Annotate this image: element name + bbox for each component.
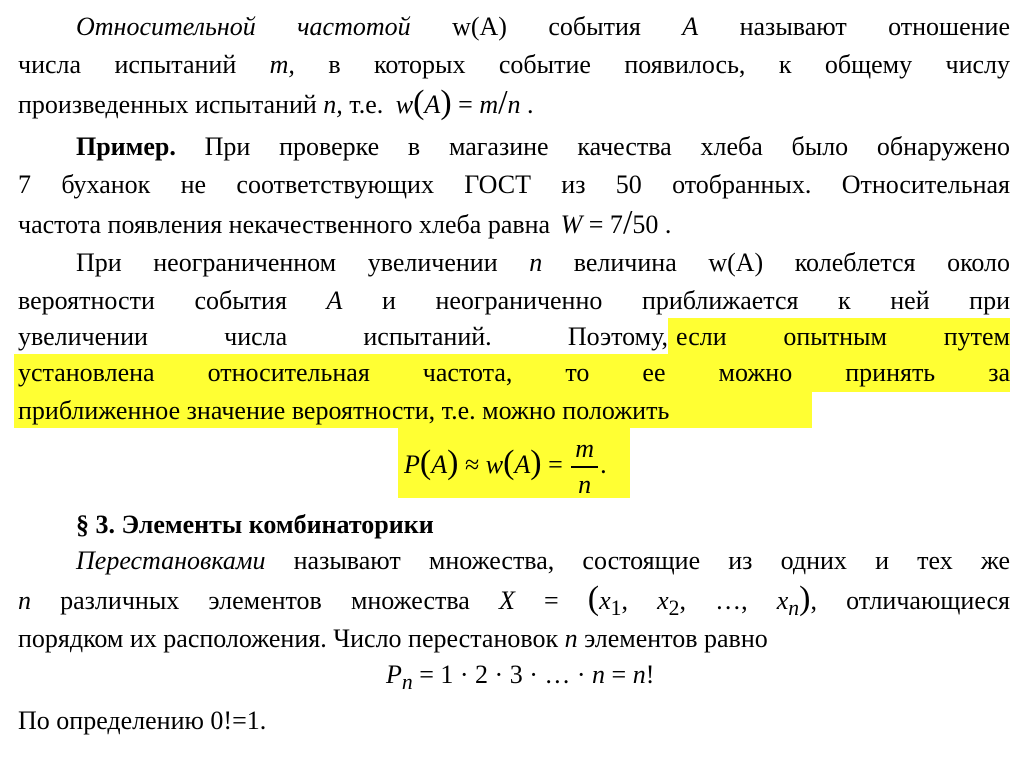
text: увеличении числа испытаний. Поэтому,	[18, 322, 668, 351]
dot: .	[520, 90, 534, 119]
f-n: n	[632, 660, 646, 689]
f-n: n	[592, 660, 606, 689]
product: = 1 · 2 · 3 · … ·	[412, 660, 593, 689]
f-a: A	[424, 90, 441, 119]
factorial: !	[645, 660, 655, 689]
p3-line3a	[18, 320, 668, 354]
text: различных элементов множества	[60, 586, 470, 615]
formula-w	[560, 204, 672, 241]
highlighted-text: если опытным путем	[676, 322, 1010, 351]
paren: (	[413, 84, 425, 121]
sec-line2	[18, 582, 1010, 625]
equals: =	[451, 90, 480, 119]
p1-line1	[76, 10, 1010, 44]
text: частота появления некачественного хлеба равна	[18, 210, 551, 239]
slash: /	[622, 204, 633, 241]
paren: )	[799, 580, 811, 617]
f-m: m	[479, 90, 499, 119]
f-a: A	[514, 449, 531, 479]
f-big-w: W	[560, 210, 583, 239]
numerator: m	[571, 432, 598, 468]
approx: ≈	[458, 449, 486, 479]
text: т.е.	[349, 90, 384, 119]
f-w: w	[395, 90, 414, 119]
text: При проверке в магазине качества хлеба было обнаружено	[204, 132, 1010, 161]
formula-set	[498, 580, 817, 621]
p3-line3b	[676, 320, 1010, 354]
text: события	[548, 12, 641, 41]
p3-line5: приближенное значение вероятности, т.е. можно положить	[18, 396, 670, 425]
paren: (	[419, 443, 432, 481]
section-heading: § 3. Элементы комбинаторики	[76, 510, 434, 539]
sub: 1	[610, 596, 622, 621]
p2-line2: 7 буханок не соответствующих ГОСТ из 50 отобранных. Относительная	[18, 170, 1010, 199]
sub: n	[401, 670, 413, 695]
var-n: n,	[323, 90, 343, 119]
var-n: n	[529, 248, 543, 277]
f-n: n	[507, 90, 521, 119]
text: При неограниченном увеличении	[76, 248, 498, 277]
p2-line1	[76, 130, 1010, 164]
paren: )	[530, 443, 542, 481]
text: и неограниченно приближается к ней при	[381, 286, 1011, 315]
text: в которых событие появилось, к общему числу	[328, 50, 1011, 79]
slash: /	[498, 84, 508, 121]
text: произведенных испытаний	[18, 90, 317, 119]
sec-last-line: По определению 0!=1.	[18, 706, 267, 735]
dot: .	[600, 449, 607, 479]
denominator: n	[578, 470, 592, 499]
p3-line1	[76, 246, 1010, 280]
text: числа испытаний	[18, 50, 237, 79]
sub: n	[788, 596, 800, 621]
equals: =	[605, 660, 633, 689]
f-p: P	[386, 660, 402, 689]
p3-line4: установлена относительная частота, то ее можно принять за	[18, 358, 1010, 387]
var-n: n	[18, 586, 31, 615]
var-a: A	[326, 286, 343, 315]
f-xn: x	[776, 586, 789, 615]
sec-line3	[18, 622, 768, 656]
f-x: X	[498, 586, 515, 615]
f-w: w	[485, 449, 504, 479]
paren: (	[503, 443, 515, 481]
f-x1: x	[599, 586, 611, 615]
fraction	[571, 432, 598, 502]
comma: ,	[810, 586, 817, 615]
number: 50	[632, 210, 659, 239]
text: называют множества, состоящие из одних и тех же	[293, 546, 1011, 575]
formula-permutations	[386, 658, 654, 699]
paren: )	[440, 84, 452, 121]
text: величина	[573, 248, 677, 277]
text: колеблется около	[794, 248, 1011, 277]
equals: =	[541, 449, 570, 479]
p2-line3	[18, 206, 671, 242]
p1-line2	[18, 48, 1010, 82]
text: порядком их расположения. Число перестановок	[18, 624, 559, 653]
paren: )	[447, 443, 459, 481]
var-m: m,	[269, 50, 295, 79]
text: вероятности события	[18, 286, 287, 315]
text: отличающиеся	[846, 586, 1010, 615]
ellipsis: , …,	[679, 586, 777, 615]
var-a: A	[682, 12, 699, 41]
var-n: n	[564, 624, 578, 653]
term-relative-frequency: Относительной частотой	[76, 12, 411, 41]
term-permutations: Перестановками	[76, 546, 266, 575]
equals: =	[514, 586, 588, 615]
f-x2: x	[657, 586, 669, 615]
p3-line2	[18, 284, 1010, 318]
text: элементов равно	[584, 624, 768, 653]
formula-probability	[404, 432, 607, 502]
w-of-a: w(A)	[452, 12, 507, 41]
dot: .	[658, 210, 672, 239]
sec-line1	[76, 544, 1010, 578]
equals: = 7	[582, 210, 623, 239]
f-p: P	[404, 449, 420, 479]
sub: 2	[668, 596, 680, 621]
w-of-a: w(A)	[708, 248, 764, 277]
f-a: A	[431, 449, 448, 479]
comma: ,	[621, 586, 658, 615]
formula-frequency	[395, 84, 534, 121]
paren: (	[587, 580, 600, 617]
text: называют отношение	[739, 12, 1010, 41]
p1-line3	[18, 86, 534, 122]
example-label: Пример.	[76, 132, 176, 161]
